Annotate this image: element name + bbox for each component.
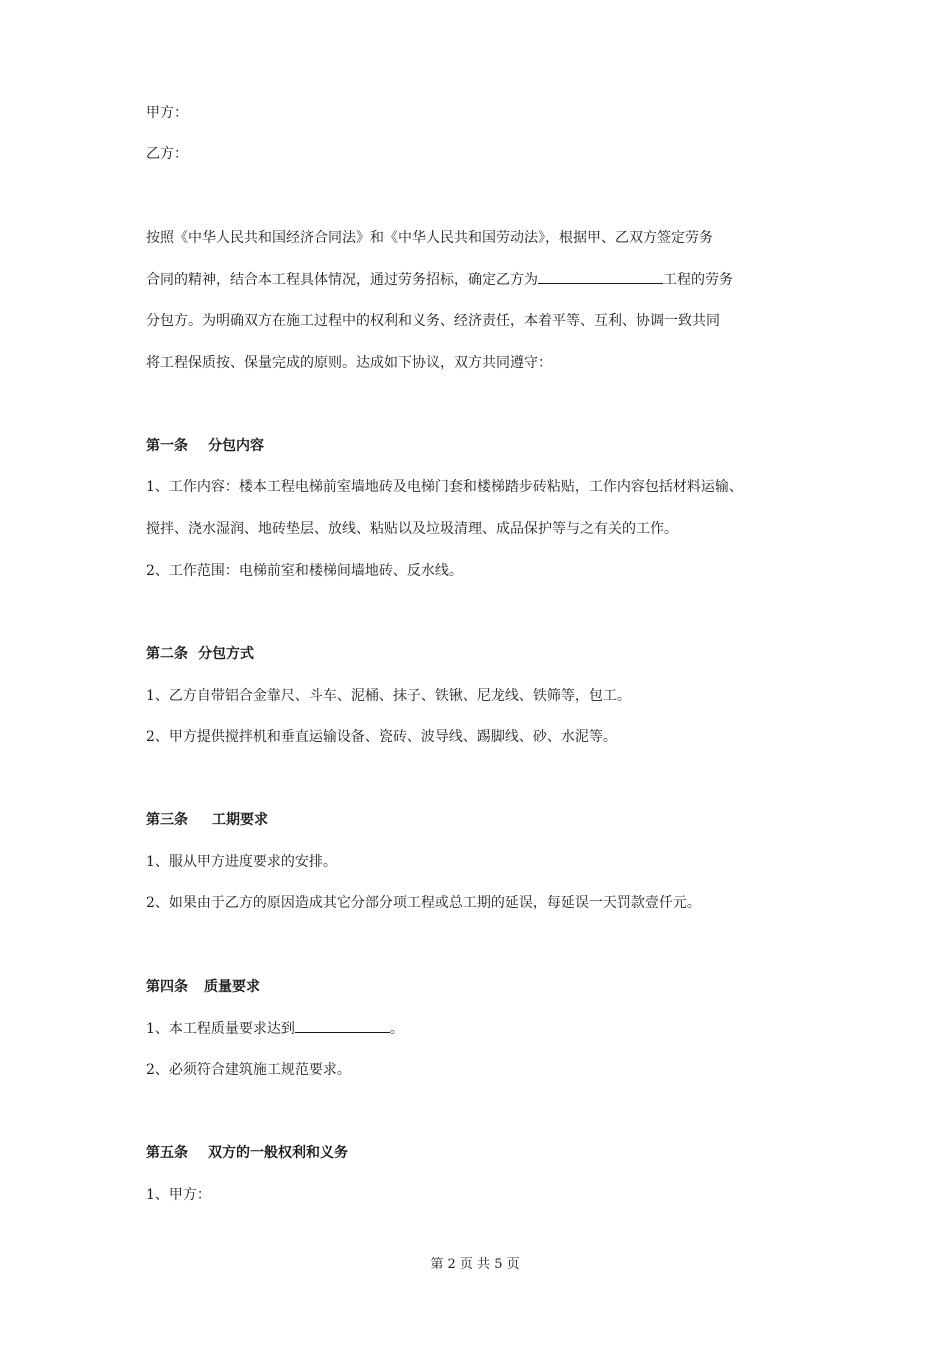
intro-line-2-text: 合同的精神，结合本工程具体情况，通过劳务招标，确定乙方为 <box>146 272 538 288</box>
article-4-item-1 <box>146 1018 404 1039</box>
intro-line-3: 分包方。为明确双方在施工过程中的权利和义务、经济责任，本着平等、互利、协调一致共同 <box>146 313 720 329</box>
article-1-title: 分包内容 <box>208 438 264 454</box>
article-3-item-1: 1、服从甲方进度要求的安排。 <box>146 854 337 870</box>
article-3-item-2: 2、如果由于乙方的原因造成其它分部分项工程或总工期的延误，每延误一天罚款壹仟元。 <box>146 895 701 911</box>
article-4-heading <box>146 977 260 997</box>
quality-standard-blank <box>295 1018 390 1033</box>
party-a-label: 甲方： <box>146 105 188 121</box>
article-4-item-1-tail: 。 <box>389 1021 404 1037</box>
article-2-item-2: 2、甲方提供搅拌机和垂直运输设备、瓷砖、波导线、踢脚线、砂、水泥等。 <box>146 729 617 745</box>
party-b-label: 乙方： <box>146 146 188 162</box>
article-3-heading <box>146 810 268 830</box>
article-4-item-1-text: 1、本工程质量要求达到 <box>146 1021 295 1037</box>
article-4-item-2: 2、必须符合建筑施工规范要求。 <box>146 1062 351 1078</box>
article-2-item-1: 1、乙方自带铝合金靠尺、斗车、泥桶、抹子、铁锹、尼龙线、铁筛等，包工。 <box>146 688 631 704</box>
article-1-item-1-line-2: 搅拌、浇水湿润、地砖垫层、放线、粘贴以及垃圾清理、成品保护等与之有关的工作。 <box>146 521 678 537</box>
article-5-title: 双方的一般权利和义务 <box>208 1145 348 1161</box>
article-1-item-2: 2、工作范围：电梯前室和楼梯间墙地砖、反水线。 <box>146 563 463 579</box>
article-5-item-1: 1、甲方： <box>146 1187 211 1203</box>
intro-line-4: 将工程保质按、保量完成的原则。达成如下协议，双方共同遵守： <box>146 355 552 371</box>
article-2-heading <box>146 644 254 664</box>
page-footer: 第 2 页 共 5 页 <box>430 1257 520 1272</box>
article-5-heading <box>146 1143 348 1163</box>
article-1-item-1-line-1: 1、工作内容：楼本工程电梯前室墙地砖及电梯门套和楼梯踏步砖粘贴，工作内容包括材料运输、 <box>146 479 743 495</box>
article-4-number: 第四条 <box>146 979 188 995</box>
project-name-blank <box>538 269 663 284</box>
article-1-heading <box>146 436 264 456</box>
article-3-number: 第三条 <box>146 812 188 828</box>
article-2-number: 第二条 <box>146 646 188 662</box>
article-3-title: 工期要求 <box>212 812 268 828</box>
article-5-number: 第五条 <box>146 1145 188 1161</box>
intro-line-2 <box>146 269 733 290</box>
intro-line-2-tail: 工程的劳务 <box>663 272 733 288</box>
article-1-number: 第一条 <box>146 438 188 454</box>
article-4-title: 质量要求 <box>204 979 260 995</box>
article-2-title: 分包方式 <box>198 646 254 662</box>
intro-line-1: 按照《中华人民共和国经济合同法》和《中华人民共和国劳动法》，根据甲、乙双方签定劳务 <box>146 230 713 246</box>
